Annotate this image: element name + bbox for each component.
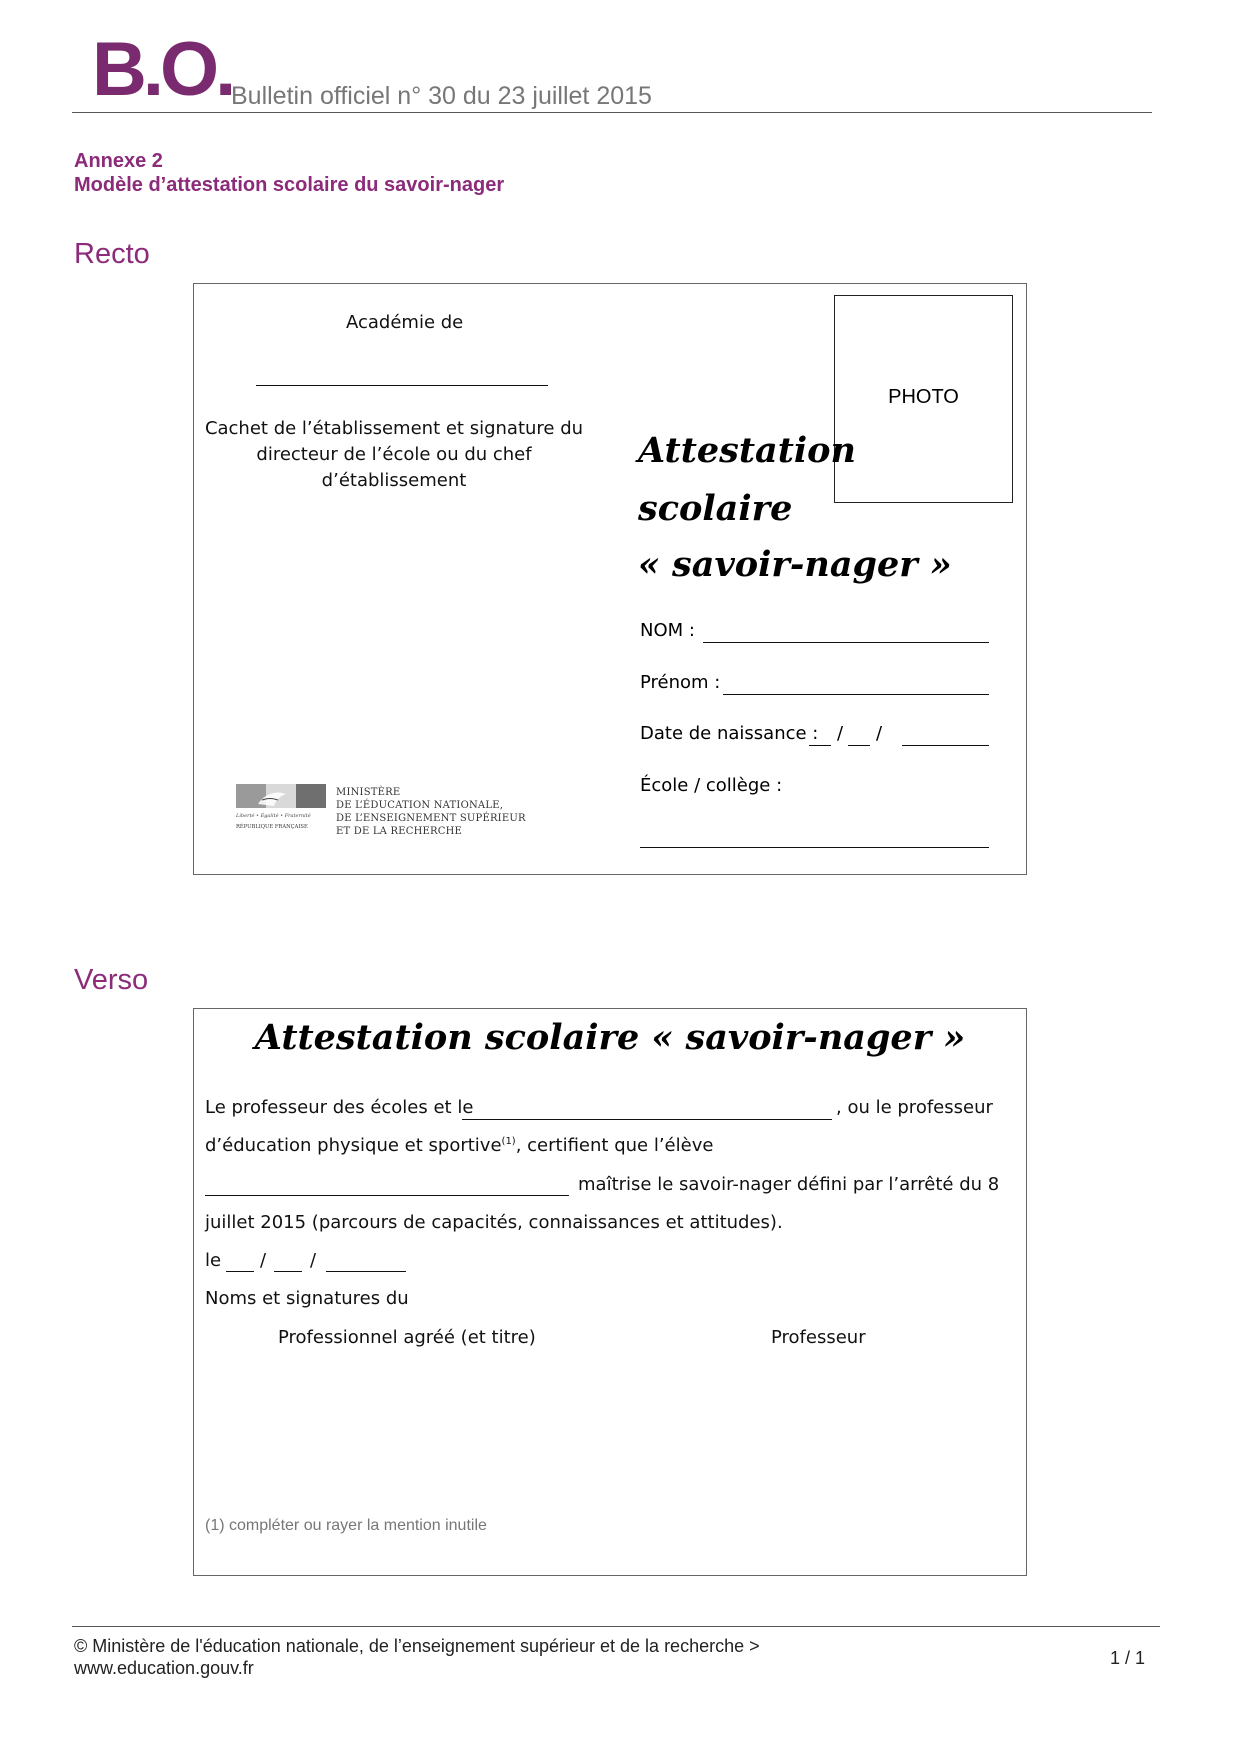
date-day-blank [809,745,831,746]
footnote-text: (1) compléter ou rayer la mention inutile [205,1517,487,1534]
prenom-blank-line [723,694,989,695]
photo-box [834,295,1013,503]
footer-divider [72,1626,1160,1627]
ministere-text [336,786,526,838]
recto-heading: Recto [74,238,150,270]
footer-copyright: © Ministère de l'éducation nationale, de l’enseignement supérieur et de la recherche > [74,1636,760,1656]
footer-website-link[interactable]: www.education.gouv.fr [74,1658,254,1678]
attestation-title-line2: scolaire [638,488,793,529]
verso-date-separator: / [260,1250,267,1271]
page-number: 1 / 1 [1110,1648,1146,1668]
motto-text: Liberté • Égalité • Fraternité [236,813,311,819]
date-month-blank [848,745,870,746]
academie-label: Académie de [346,312,464,333]
ministere-line: DE L’ENSEIGNEMENT SUPÉRIEUR [336,813,526,824]
recto-card [193,283,1027,875]
p1-start: Le professeur des écoles et le [205,1097,474,1118]
ministere-line: ET DE LA RECHERCHE [336,826,462,837]
republique-text: RÉPUBLIQUE FRANÇAISE [236,824,308,830]
verso-date-day-blank [226,1271,254,1272]
verso-card [193,1008,1027,1576]
professeur-label: Professeur [771,1327,866,1348]
verso-attestation-title: Attestation scolaire « savoir-nager » [254,1017,966,1058]
verso-heading: Verso [74,964,149,996]
student-blank-line [205,1195,569,1196]
cachet-text: Cachet de l’établissement et signature du directeur de l’école ou du chef d’établissement [204,418,584,491]
academie-blank-line [256,385,548,386]
date-separator: / [876,723,883,744]
ecole-blank-line [640,847,989,848]
ministere-line: DE L’ÉDUCATION NATIONALE, [336,800,504,811]
verso-paragraph-line [205,1135,713,1156]
bo-logo: B.O. [92,27,233,112]
attestation-title-line3: « savoir-nager » [638,544,952,585]
prenom-label: Prénom : [640,672,721,693]
verso-paragraph-line [205,1097,473,1118]
professionnel-label: Professionnel agréé (et titre) [278,1327,536,1348]
nom-label: NOM : [640,620,695,641]
bulletin-title: Bulletin officiel n° 30 du 23 juillet 2015 [231,82,652,110]
annexe-number: Annexe 2 [74,150,163,172]
marianne-logo-icon [236,784,328,832]
noms-signatures-label: Noms et signatures du [205,1288,409,1309]
ecole-label: École / collège : [640,775,783,796]
attestation-title-line1: Attestation [638,430,856,471]
p1-end: , ou le professeur [836,1097,993,1118]
p3-text: maîtrise le savoir-nager défini par l’arrêté du 8 [578,1174,1000,1195]
date-naissance-label: Date de naissance : [640,723,819,744]
footnote-marker: (1) [501,1136,516,1147]
le-label: le [205,1250,222,1271]
p4-text: juillet 2015 (parcours de capacités, connaissances et attitudes). [205,1212,783,1233]
verso-date-year-blank [326,1271,406,1272]
p2-end: , certifient que l’élève [515,1135,714,1156]
date-year-blank [902,745,989,746]
ministere-line: MINISTÈRE [336,787,401,798]
p2-start: d’éducation physique et sportive [205,1135,502,1156]
nom-blank-line [703,642,989,643]
photo-label: PHOTO [888,386,959,408]
header-divider [72,112,1152,113]
date-separator: / [837,723,844,744]
verso-date-month-blank [274,1271,302,1272]
annexe-title: Modèle d’attestation scolaire du savoir-nager [74,174,505,196]
teacher-blank-line [462,1119,832,1120]
verso-date-separator: / [310,1250,317,1271]
